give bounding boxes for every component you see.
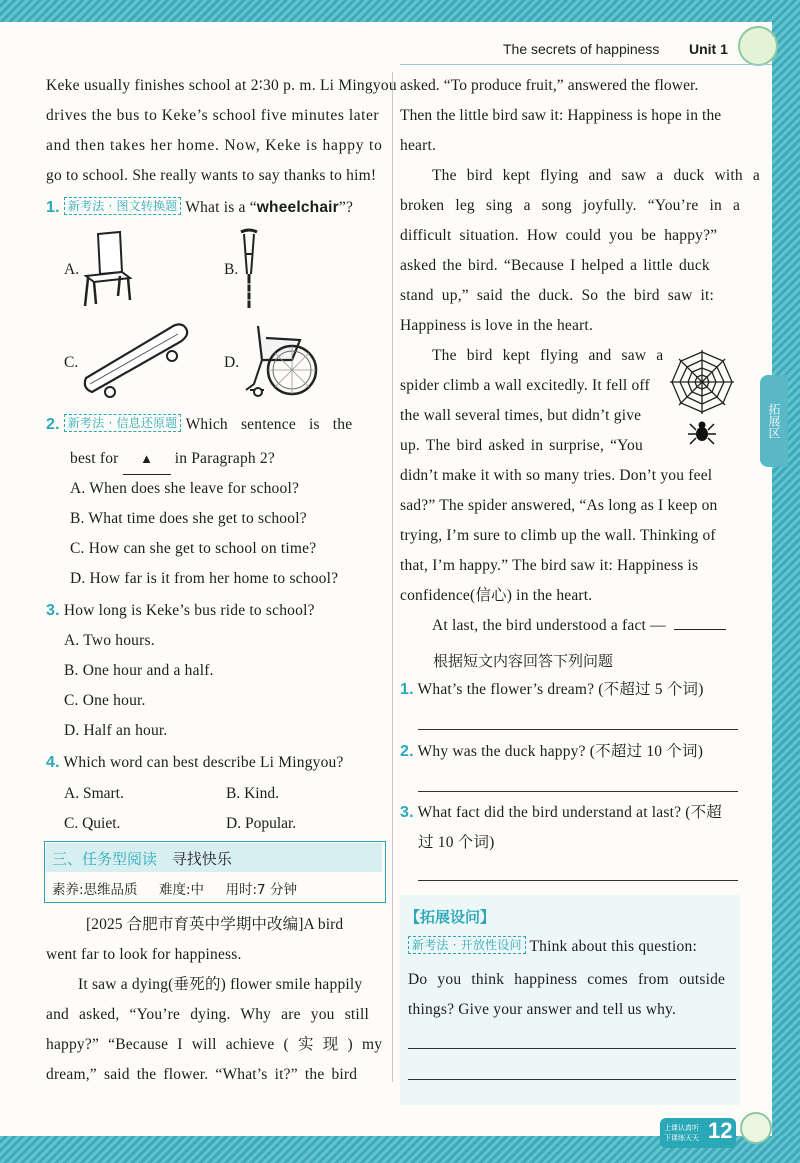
passage-line: up. The bird asked in surprise, “You [400,437,643,454]
question-text: What fact did the bird understand at last? (不超 [417,804,723,821]
passage-line: It saw a dying(垂死的) flower smile happily [78,976,363,993]
instruction-text: 根据短文内容回答下列问题 [433,652,614,670]
question-text: Why was the duck happy? (不超过 10 个词) [417,743,704,760]
question-type-tag: 新考法 · 信息还原题 [64,414,182,432]
question-text: in Paragraph 2? [174,450,275,467]
question-text: Which word can best describe Li Mingyou? [63,754,344,771]
option-d: D. Popular. [226,815,297,832]
question-number: 2. [46,416,60,433]
extension-answer-line-2[interactable] [408,1079,736,1080]
section-meta: 素养:思维品质 难度:中 用时:7 分钟 [52,882,297,898]
passage-line: Then the little bird saw it: Happiness is hope in the [400,107,722,124]
question-number: 4. [46,754,60,771]
extension-title: 【拓展设问】 [405,908,496,926]
extension-question [408,932,697,962]
skateboard-icon [80,318,196,400]
option-d-label: D. [224,354,240,371]
question-number: 3. [400,804,414,821]
answer-blank[interactable] [674,629,726,630]
extension-answer-line-1[interactable] [408,1048,736,1049]
question-number: 3. [46,602,60,619]
answer-line-1[interactable] [418,729,738,730]
question-type-tag: 新考法 · 图文转换题 [64,197,182,215]
top-border [0,0,800,22]
spider-web-icon [666,348,738,446]
passage-line: difficult situation. How could you be happy?” [400,227,718,244]
passage-line: and asked, “You’re dying. Why are you still [46,1006,369,1023]
option-c-label: C. [64,354,79,371]
question-1 [46,193,353,223]
passage-line: [2025 合肥市育英中学期中改编]A bird [86,916,344,933]
crutch-icon [236,228,262,312]
option-a-label: A. [64,261,80,278]
passage-line: asked the bird. “Because I helped a little duck [400,257,710,274]
question-number: 1. [400,681,414,698]
passage-line: asked. “To produce fruit,” answered the flower. [400,77,699,94]
answer-question-1 [400,675,704,705]
header-unit: Unit 1 [689,41,728,57]
right-border [772,0,800,1163]
intro-paragraph [46,71,397,191]
passage-line: heart. [400,137,437,154]
intro-line: drives the bus to Keke’s school five minutes later [46,107,380,124]
option-c: C. How can she get to school on time? [70,540,317,557]
option-a: A. Smart. [64,785,124,802]
option-a: A. Two hours. [64,632,155,649]
answer-question-2 [400,737,703,767]
mascot-logo-icon [738,26,778,66]
badge-slogan: 上课认真听 下课练天天 [664,1124,699,1142]
intro-line: Keke usually finishes school at 2∶30 p. m. Li Mingyou [46,77,397,94]
passage-line: happy?” “Because I will achieve ( 实 现 ) my [46,1036,383,1053]
question-3 [46,596,315,626]
passage-line: Happiness is love in the heart. [400,317,594,334]
question-text-end: ”? [338,199,354,216]
blank-marker: ▲ [123,444,171,475]
extension-line-2: Do you think happiness comes from outside [408,971,726,988]
section-title-label: 三、任务型阅读 [52,850,158,868]
passage-left [46,910,386,1090]
passage-line: broken leg sing a song joyfully. “You’re in a [400,197,741,214]
option-b-label: B. [224,261,239,278]
chair-icon [80,230,136,308]
passage-line: stand up,” said the duck. So the bird saw it: [400,287,715,304]
passage-line: spider climb a wall excitedly. It fell off [400,377,650,394]
page-number: 12 [708,1118,733,1143]
question-text: best for [70,450,119,467]
extension-line-1: Think about this question: [529,938,697,955]
intro-line: and then takes her home. Now, Keke is happy to [46,137,383,154]
question-number: 2. [400,743,414,760]
option-b: B. One hour and a half. [64,662,214,679]
option-c: C. One hour. [64,692,146,709]
passage-line: went far to look for happiness. [46,946,242,963]
question-type-tag: 新考法 · 开放性设问 [408,936,526,954]
extension-line-3: things? Give your answer and tell us why. [408,1001,677,1018]
option-b: B. What time does she get to school? [70,510,307,527]
answer-question-3 [400,798,722,858]
header-divider [400,64,772,65]
passage-line-final [400,611,740,641]
sidebar-tab-extension: 拓展区 [760,375,788,467]
intro-line: go to school. She really wants to say thanks to him! [46,167,377,184]
question-2-line2 [70,444,275,475]
answer-line-3[interactable] [418,880,738,881]
passage-line: didn’t make it with so many tries. Don’t you feel [400,467,713,484]
section-subtitle: 寻找快乐 [171,850,232,868]
wheelchair-icon [244,320,324,400]
passage-line: the wall several times, but didn’t give [400,407,642,424]
answer-line-2[interactable] [418,791,738,792]
passage-line: confidence(信心) in the heart. [400,587,593,604]
passage-line: sad?” The spider answered, “As long as I keep on [400,497,718,514]
passage-line: The bird kept flying and saw a duck with a [432,167,760,184]
keyword-wheelchair: wheelchair [256,199,339,216]
question-2 [46,410,352,440]
passage-line: that, I’m happy.” The bird saw it: Happiness is [400,557,699,574]
question-3-options [64,626,214,746]
option-a: A. When does she leave for school? [70,480,300,497]
option-d: D. How far is it from her home to school? [70,570,339,587]
question-4 [46,748,344,778]
question-text: Which sentence is the [185,416,353,433]
option-b: B. Kind. [226,785,279,802]
passage-last-sentence: At last, the bird understood a fact — [432,617,666,634]
question-2-options [70,474,338,594]
column-divider [392,72,393,1082]
question-text: What’s the flower’s dream? (不超过 5 个词) [417,681,704,698]
section-title [52,848,232,869]
mascot-icon [740,1112,772,1144]
option-d: D. Half an hour. [64,722,168,739]
option-c: C. Quiet. [64,815,121,832]
passage-line: dream,” said the flower. “What’s it?” the bird [46,1066,358,1083]
question-text-cont: 过 10 个词) [418,834,495,851]
question-text: What is a “ [185,199,257,216]
passage-line: trying, I’m sure to climb up the wall. Thinking of [400,527,716,544]
question-text: How long is Keke’s bus ride to school? [63,602,315,619]
extension-text [408,965,738,1025]
question-number: 1. [46,199,60,216]
passage-line: The bird kept flying and saw a [432,347,664,364]
header-title: The secrets of happiness [503,41,660,57]
